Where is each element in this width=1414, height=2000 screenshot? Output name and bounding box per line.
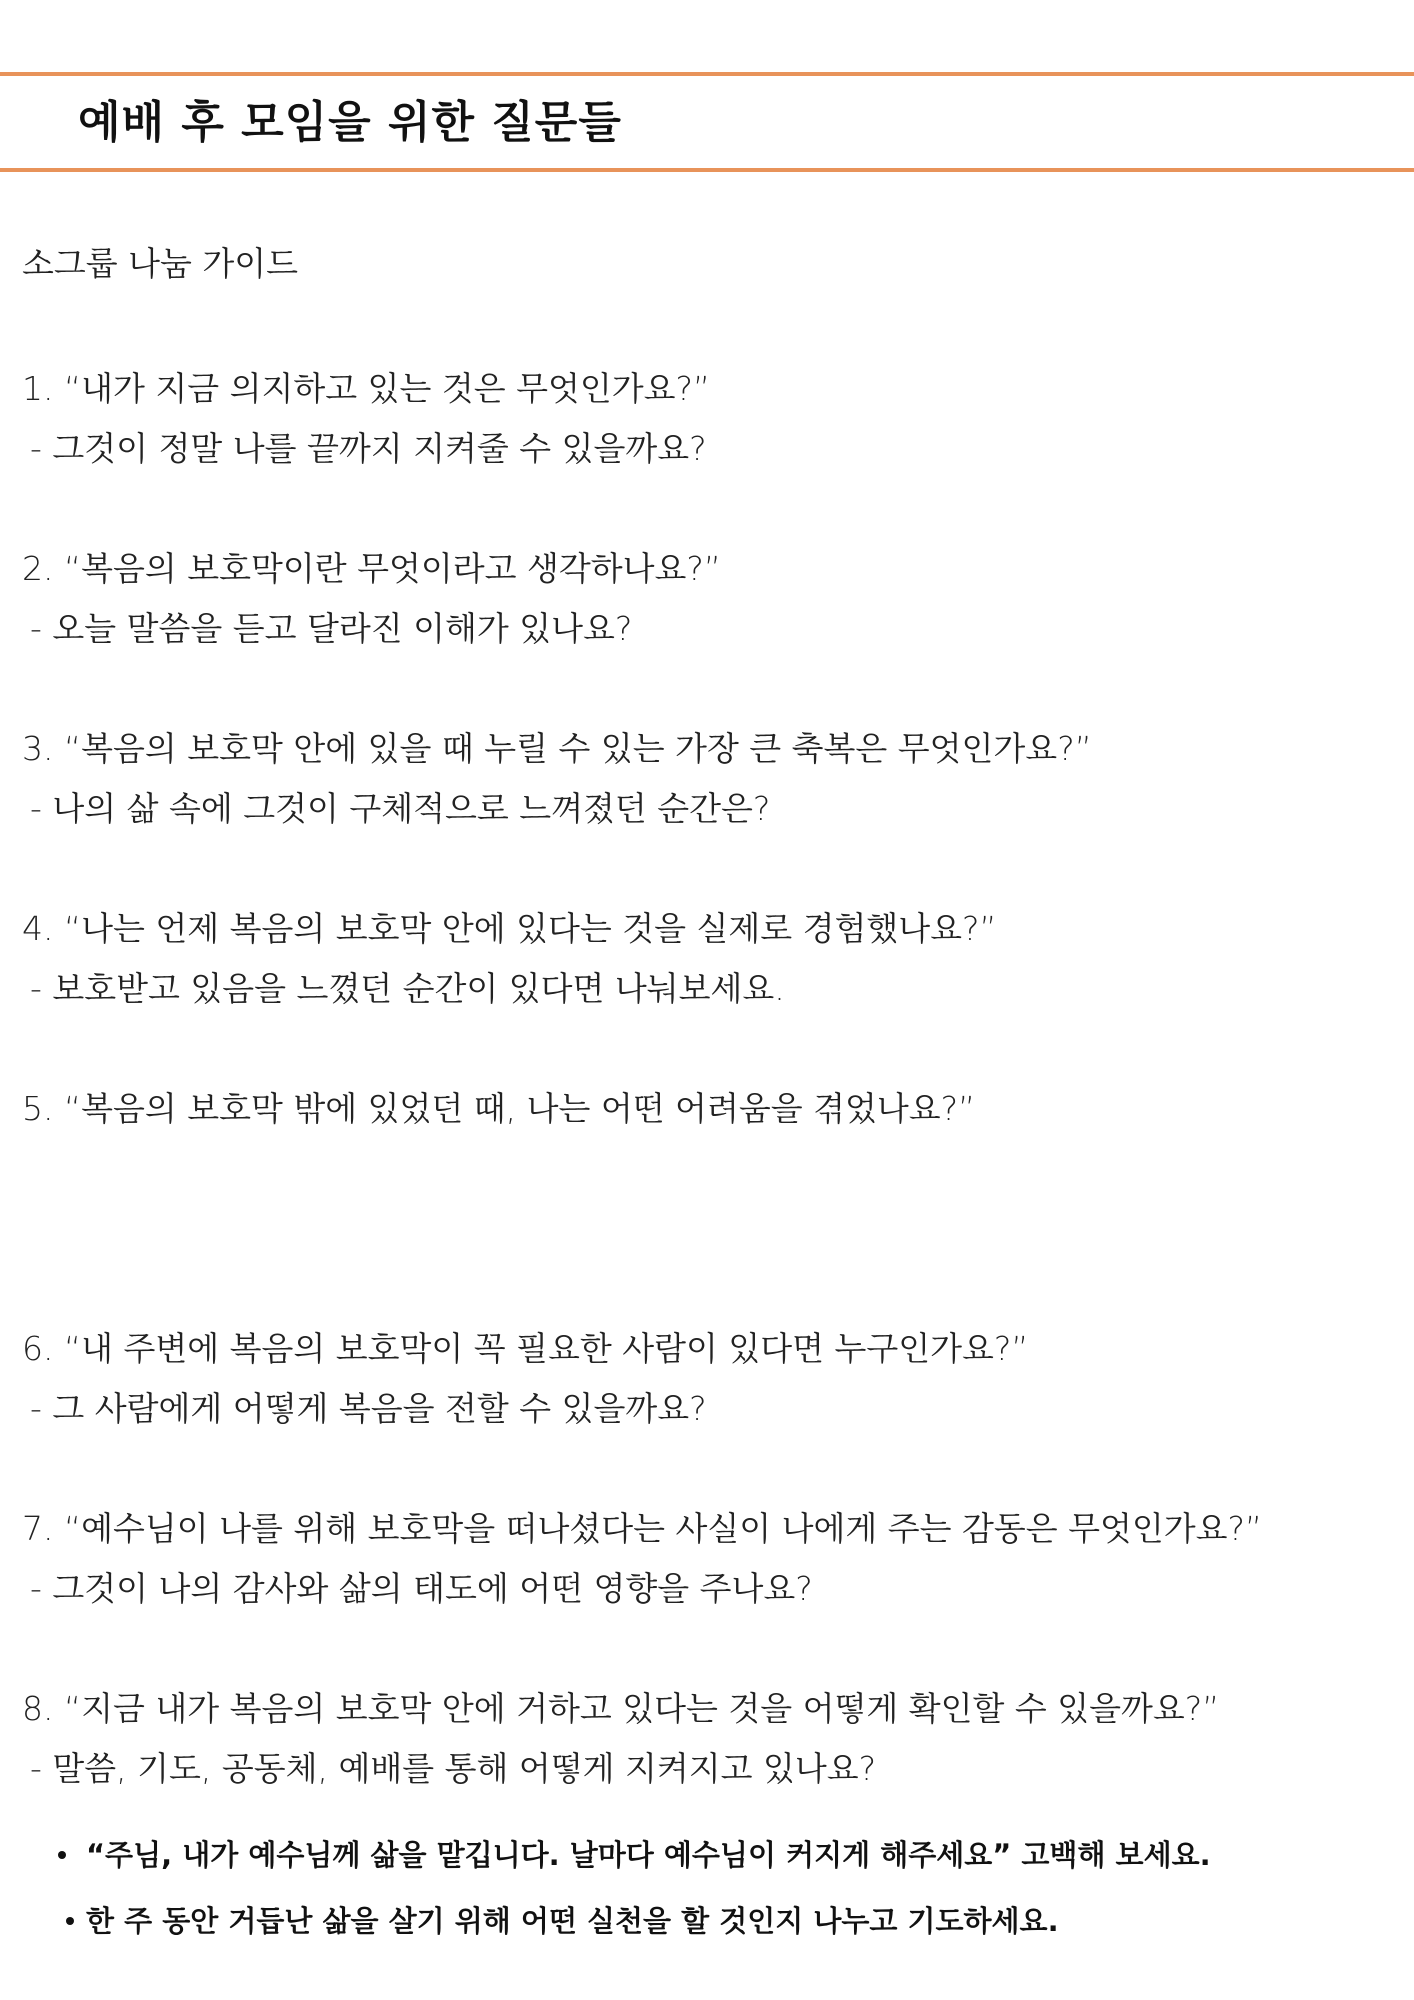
question-number: 7. [22,1509,54,1548]
question-item-2 [22,538,1402,658]
question-item-5 [22,1078,1402,1258]
question-followup-empty [22,1138,1402,1198]
question-number: 3. [22,729,54,768]
header-top-rule [0,72,1414,76]
closing-bullets [58,1822,1398,1954]
question-body: “나는 언제 복음의 보호막 안에 있다는 것을 실제로 경험했나요?” [64,909,997,948]
closing-item-2 [58,1888,1398,1954]
closing-text: “주님, 내가 예수님께 삶을 맡깁니다. 날마다 예수님이 커지게 해주세요” 고백해 보세요. [86,1838,1211,1872]
question-body: “복음의 보호막 밖에 있었던 때, 나는 어떤 어려움을 겪었나요?” [64,1089,976,1128]
question-followup: - 말씀, 기도, 공동체, 예배를 통해 어떻게 지켜지고 있나요? [30,1749,877,1788]
question-followup: - 나의 삶 속에 그것이 구체적으로 느껴졌던 순간은? [30,789,771,828]
question-body: “복음의 보호막 안에 있을 때 누릴 수 있는 가장 큰 축복은 무엇인가요?” [64,729,1092,768]
question-body: “예수님이 나를 위해 보호막을 떠나셨다는 사실이 나에게 주는 감동은 무엇인가요?” [64,1509,1263,1548]
guide-label: 소그룹 나눔 가이드 [22,244,299,283]
question-number: 4. [22,909,54,948]
question-text [22,358,1402,418]
question-body: “내가 지금 의지하고 있는 것은 무엇인가요?” [64,369,711,408]
question-number: 5. [22,1089,54,1128]
question-number: 1. [22,369,54,408]
question-number: 2. [22,549,54,588]
question-followup: - 그것이 나의 감사와 삶의 태도에 어떤 영향을 주나요? [30,1569,813,1608]
question-text [22,718,1402,778]
question-body: “내 주변에 복음의 보호막이 꼭 필요한 사람이 있다면 누구인가요?” [64,1329,1029,1368]
question-body: “복음의 보호막이란 무엇이라고 생각하나요?” [64,549,721,588]
question-body: “지금 내가 복음의 보호막 안에 거하고 있다는 것을 어떻게 확인할 수 있을까요?” [64,1689,1220,1728]
bullet-dot-icon [66,1917,74,1925]
question-number: 8. [22,1689,54,1728]
question-item-1 [22,358,1402,478]
question-followup: - 그 사람에게 어떻게 복음을 전할 수 있을까요? [30,1389,707,1428]
question-followup: - 보호받고 있음을 느꼈던 순간이 있다면 나눠보세요. [30,969,785,1008]
question-text [22,1498,1402,1558]
question-followup: - 오늘 말씀을 듣고 달라진 이해가 있나요? [30,609,633,648]
question-text [22,538,1402,598]
question-item-6 [22,1318,1402,1438]
question-item-8 [22,1678,1402,1798]
question-item-7 [22,1498,1402,1618]
header-bottom-rule [0,168,1414,172]
question-number: 6. [22,1329,54,1368]
question-text [22,1078,1402,1138]
closing-item-1 [58,1822,1398,1888]
question-text [22,1678,1402,1738]
blank-space [22,1198,1402,1258]
closing-text: 한 주 동안 거듭난 삶을 살기 위해 어떤 실천을 할 것인지 나누고 기도하세요. [86,1904,1059,1938]
question-followup: - 그것이 정말 나를 끝까지 지켜줄 수 있을까요? [30,429,707,468]
bullet-dot-icon [58,1851,66,1859]
page-title: 예배 후 모임을 위한 질문들 [78,97,622,148]
question-list [22,238,1402,1798]
question-text [22,898,1402,958]
question-item-3 [22,718,1402,838]
question-text [22,1318,1402,1378]
question-item-4 [22,898,1402,1018]
